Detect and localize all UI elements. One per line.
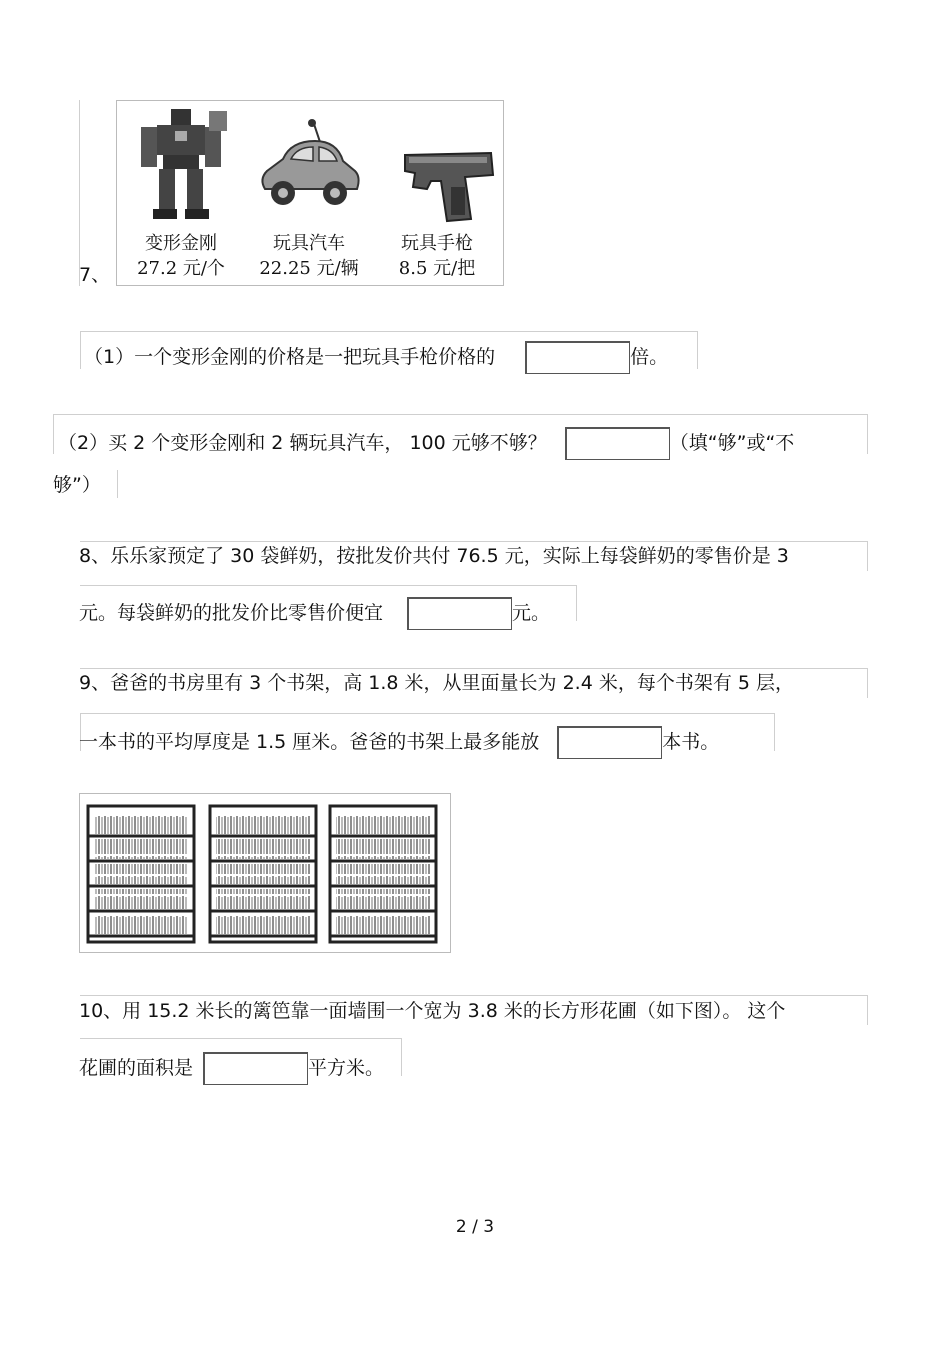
q9-suffix: 本书。 [662,731,720,753]
frame-line [697,331,698,369]
toy-name: 玩具手枪 [401,233,473,254]
q7-sub2-text: （2）买 2 个变形金刚和 2 辆玩具汽车， 100 元够不够？ [58,432,547,454]
q10-line1: 10、用 15.2 米长的篱笆靠一面墙围一个宽为 3.8 米的长方形花圃（如下图）。 这个 [79,1000,786,1022]
frame-line [774,713,775,751]
q9-text: 一本书的平均厚度是 1.5 厘米。爸爸的书架上最多能放 [79,731,540,753]
frame-line [80,331,698,332]
q7-sub1-suffix: 倍。 [630,346,669,368]
frame-line [867,995,868,1025]
q8-line2 [79,597,550,630]
robot-icon [127,105,235,223]
q7-sub2-suffix2: 够”） [53,474,101,496]
toy-price: 8.5 元/把 [398,258,476,279]
answer-box-q8[interactable] [407,597,512,630]
answer-box-q10[interactable] [203,1052,308,1085]
answer-box-q7-1[interactable] [525,341,630,374]
q9-line2 [79,726,719,759]
q9-line1: 9、爸爸的书房里有 3 个书架，高 1.8 米，从里面量长为 2.4 米，每个书架有 5 层， [79,672,795,694]
q10-suffix: 平方米。 [308,1057,385,1079]
toy-price-figure [116,100,504,286]
frame-line [80,1038,402,1039]
toy-name: 变形金刚 [145,233,217,254]
toy-car [245,101,373,285]
q7-number: 7、 [79,264,111,286]
frame-line [53,414,868,415]
frame-line [80,331,81,369]
q7-sub1-text: （1）一个变形金刚的价格是一把玩具手枪价格的 [84,346,496,368]
toy-price: 22.25 元/辆 [259,258,359,279]
bookshelf-figure [79,793,451,953]
frame-line [867,541,868,571]
frame-line [401,1038,402,1076]
answer-box-q7-2[interactable] [565,427,670,460]
toy-gun [373,101,501,285]
frame-line [80,713,775,714]
frame-line [867,668,868,698]
frame-line [576,585,577,621]
toy-name: 玩具汽车 [273,233,345,254]
toy-price: 27.2 元/个 [137,258,225,279]
frame-line [80,541,868,542]
toy-robot [117,101,245,285]
toy-car-icon [257,119,363,219]
frame-line [80,995,868,996]
q8-line1: 8、乐乐家预定了 30 袋鲜奶，按批发价共付 76.5 元，实际上每袋鲜奶的零售价是 3 [79,545,789,567]
q8-text: 元。每袋鲜奶的批发价比零售价便宜 [79,602,384,624]
bookshelf-icon [80,794,450,952]
answer-box-q9[interactable] [557,726,662,759]
q7-sub2-line [58,427,794,460]
frame-line [80,668,868,669]
q7-sub2-suffix: （填“够”或“不 [669,432,795,454]
frame-line [79,100,80,286]
frame-line [53,414,54,454]
q8-suffix: 元。 [512,602,551,624]
q10-line2 [79,1052,384,1085]
frame-line [117,470,118,498]
q7-sub1-line [84,341,668,374]
q10-text: 花圃的面积是 [79,1057,194,1079]
toy-gun-icon [401,149,497,225]
page-number: 2 / 3 [455,1217,495,1237]
frame-line [80,585,577,586]
frame-line [867,414,868,454]
